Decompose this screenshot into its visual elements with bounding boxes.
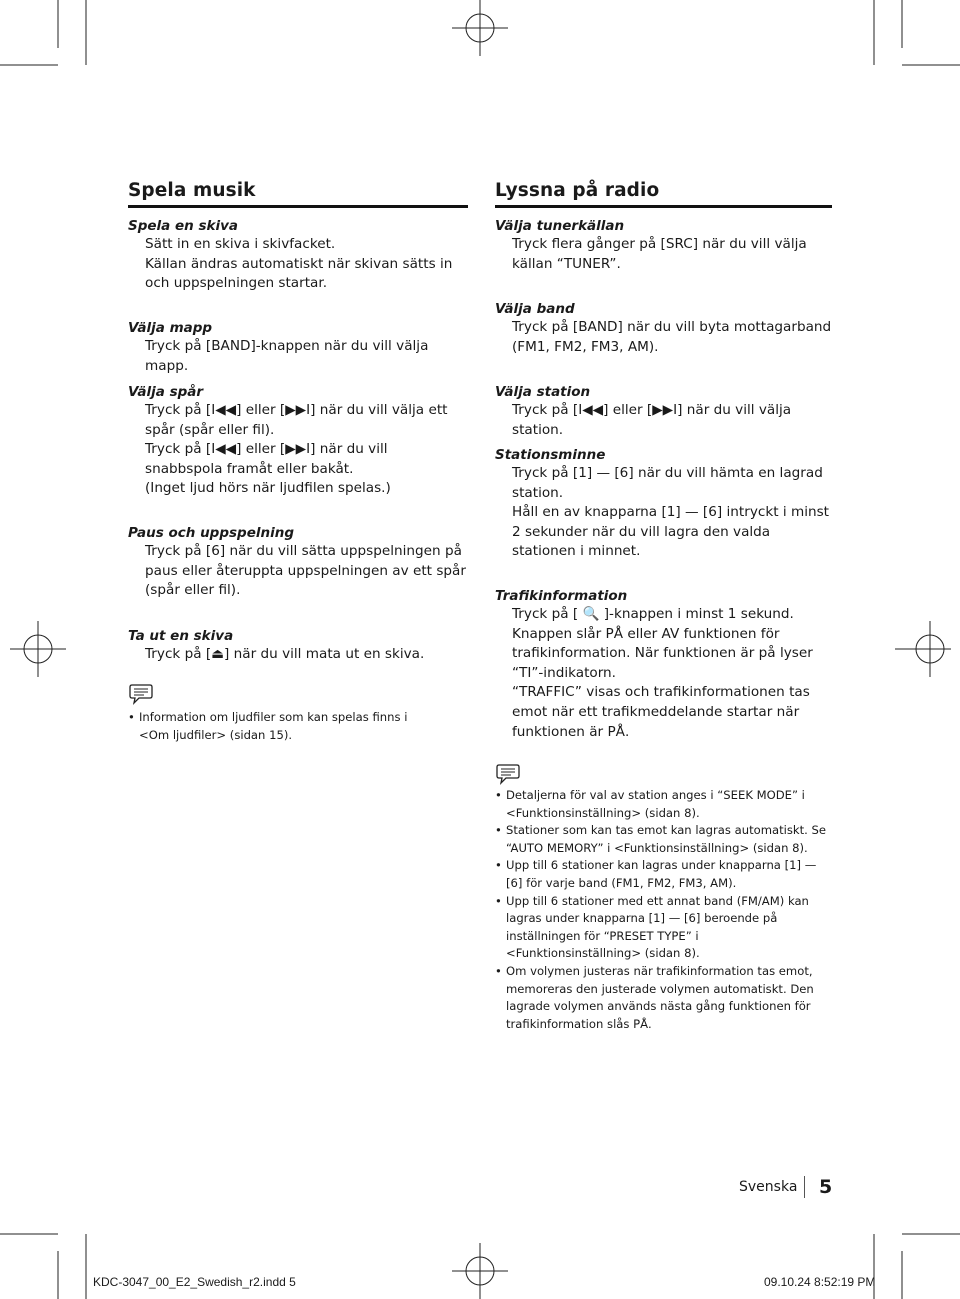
note-item: • Upp till 6 stationer med ett annat band (FM/AM) kan lagras under knapparna [1] — [6] beroende på inställningen för “PRESET TYPE” i <Funktionsinställning> (sidan 8). [495,893,830,963]
section-title-play-music: Spela musik [128,180,468,208]
text-line: Tryck på [⏏] när du vill mata ut en skiva. [145,646,425,662]
section-select-track [128,383,468,499]
heading-eject-disc: Ta ut en skiva [128,628,234,644]
print-timestamp: 09.10.24 8:52:19 PM [764,1275,876,1289]
heading-select-tuner: Välja tunerkällan [495,218,625,234]
section-select-tuner [495,217,832,274]
note-icon [495,763,521,785]
text-line: Tryck på [BAND] när du vill byta mottagarband (FM1, FM2, FM3, AM). [512,319,832,355]
heading-play-disc: Spela en skiva [128,218,238,234]
section-station-memory [495,446,832,562]
section-title-listen-radio: Lyssna på radio [495,180,832,208]
text-line: Tryck på [ 🔍 ]-knappen i minst 1 sekund. [512,606,794,622]
heading-select-station: Välja station [495,384,591,400]
text-line: Knappen slår PÅ eller AV funktionen för trafikinformation. När funktionen är på lyser “TI”-indikatorn. [512,625,813,681]
section-traffic-info [495,587,832,742]
section-select-station [495,383,832,440]
text-line: Tryck på [I◀◀] eller [▶▶I] när du vill välja station. [512,402,792,438]
heading-station-memory: Stationsminne [495,447,606,463]
page-number: 5 [819,1176,833,1198]
note-item: • Detaljerna för val av station anges i “SEEK MODE” i <Funktionsinställning> (sidan 8). [495,787,830,822]
text-line: Sätt in en skiva i skivfacket. [145,236,336,252]
section-select-folder [128,319,468,376]
text-line: “TRAFFIC” visas och trafikinformationen tas emot när ett trafikmeddelande startar när funktionen är PÅ. [512,684,810,740]
note-item: • Upp till 6 stationer kan lagras under knapparna [1] — [6] för varje band (FM1, FM2, FM3, AM). [495,857,830,892]
note-item: • Om volymen justeras när trafikinformation tas emot, memoreras den justerade volymen automatiskt. Den lagrade volymen används nästa gång funktionen för trafikinformation slås PÅ. [495,963,830,1033]
text-line: Tryck flera gånger på [SRC] när du vill välja källan “TUNER”. [512,236,807,272]
text-line: Tryck på [I◀◀] eller [▶▶I] när du vill välja ett spår (spår eller fil). [145,402,448,438]
text-line: Källan ändras automatiskt när skivan sätts in och uppspelningen startar. [145,255,453,292]
note-item: • Information om ljudfiler som kan spelas finns i <Om ljudfiler> (sidan 15). [128,709,428,744]
heading-select-band: Välja band [495,301,575,317]
file-name: KDC-3047_00_E2_Swedish_r2.indd 5 [93,1275,296,1289]
section-select-band [495,300,832,357]
section-pause-play [128,524,468,601]
section-play-disc [128,217,468,294]
text-line: Håll en av knapparna [1] — [6] intryckt i minst 2 sekunder när du vill lagra den valda stationen i minnet. [512,504,830,560]
section-eject-disc [128,627,468,665]
heading-select-track: Välja spår [128,384,204,400]
footer-divider [804,1176,805,1198]
note-item: • Stationer som kan tas emot kan lagras automatiskt. Se “AUTO MEMORY” i <Funktionsinställning> (sidan 8). [495,822,830,857]
right-column [495,180,832,1031]
heading-pause-play: Paus och uppspelning [128,525,295,541]
text-line: Tryck på [6] när du vill sätta uppspelningen på paus eller återuppta uppspelningen av ett spår (spår eller fil). [145,543,466,599]
left-column [128,180,468,742]
text-line: Tryck på [BAND]-knappen när du vill välja mapp. [145,338,429,374]
heading-select-folder: Välja mapp [128,320,213,336]
text-line: (Inget ljud hörs när ljudfilen spelas.) [145,480,391,497]
note-icon [128,683,154,705]
language-label: Svenska [739,1179,798,1195]
heading-traffic-info: Trafikinformation [495,588,628,604]
text-line: Tryck på [1] — [6] när du vill hämta en lagrad station. [512,465,823,501]
text-line: Tryck på [I◀◀] eller [▶▶I] när du vill snabbspola framåt eller bakåt. [145,441,388,477]
